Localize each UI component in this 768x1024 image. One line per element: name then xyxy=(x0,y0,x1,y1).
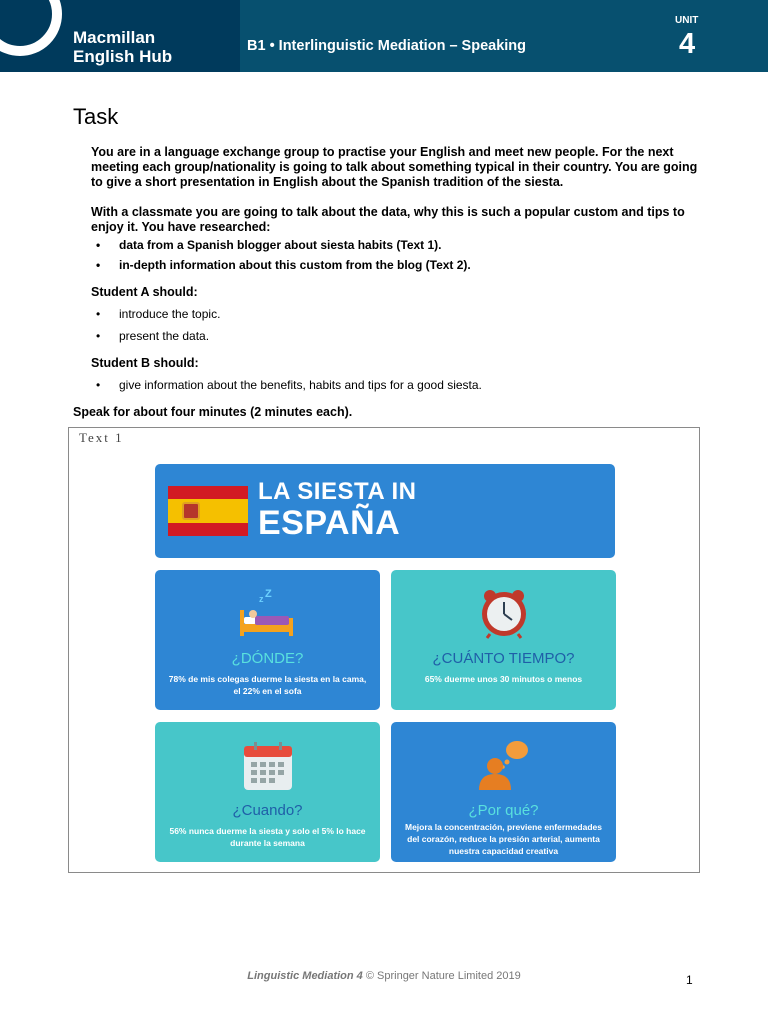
brand-name xyxy=(73,28,172,66)
student-b-list xyxy=(91,376,691,396)
infographic-card-when xyxy=(155,722,380,862)
footer-copyright: © Springer Nature Limited 2019 xyxy=(362,970,521,982)
infographic-banner xyxy=(155,464,615,558)
infographic-card-where xyxy=(155,570,380,710)
card-title: ¿Cuando? xyxy=(232,802,303,819)
text-1-label: Text 1 xyxy=(79,430,124,445)
page-header xyxy=(0,0,768,72)
spain-flag-icon xyxy=(168,486,248,536)
card-title: ¿CUÁNTO TIEMPO? xyxy=(432,650,575,667)
student-a-heading: Student A should: xyxy=(91,285,198,299)
card-text: 56% nunca duerme la siesta y solo el 5% lo hace durante la semana xyxy=(169,826,366,848)
list-item: • introduce the topic. xyxy=(96,307,221,321)
banner-title-line-2: ESPAÑA xyxy=(258,504,401,542)
list-item: • present the data. xyxy=(96,329,210,343)
list-item: • give information about the benefits, habits and tips for a good siesta. xyxy=(96,378,482,392)
bed-icon xyxy=(155,588,380,640)
research-list xyxy=(91,236,691,276)
alarm-clock-icon xyxy=(391,588,616,640)
research-intro: With a classmate you are going to talk about the data, why this is such a popular custom and tips to enjoy it. You have researched: xyxy=(91,205,685,234)
task-intro: You are in a language exchange group to practise your English and meet new people. For the next meeting each group/nationality is going to talk about something typical in their country. You are going to give a short presentation in English about the Spanish tradition of the siesta. xyxy=(91,145,698,189)
svg-text:z: z xyxy=(259,594,264,604)
list-item: • data from a Spanish blogger about siesta habits (Text 1). xyxy=(96,238,442,252)
list-item: • in-depth information about this custom from the blog (Text 2). xyxy=(96,258,471,272)
card-text: 78% de mis colegas duerme la siesta en la cama, el 22% en el sofa xyxy=(168,674,367,696)
banner-title-line-1: LA SIESTA IN xyxy=(258,478,417,505)
page-footer xyxy=(0,970,768,982)
page-title: Task xyxy=(73,104,119,129)
brand-line-1: Macmillan xyxy=(73,28,156,47)
card-title: ¿Por qué? xyxy=(468,802,539,819)
thinking-person-icon xyxy=(391,740,616,792)
footer-title: Linguistic Mediation 4 xyxy=(247,970,363,982)
unit-number: 4 xyxy=(679,28,696,60)
student-b-heading: Student B should: xyxy=(91,356,199,370)
course-title: B1 • Interlinguistic Mediation – Speaking xyxy=(247,38,527,54)
speak-instruction: Speak for about four minutes (2 minutes each). xyxy=(73,405,353,419)
infographic-card-why xyxy=(391,722,616,862)
brand-panel xyxy=(0,0,240,72)
student-a-list xyxy=(91,305,691,347)
calendar-icon xyxy=(155,740,380,792)
page-number: 1 xyxy=(686,973,693,987)
infographic-card-how-long xyxy=(391,570,616,710)
brand-line-2: English Hub xyxy=(73,47,173,66)
unit-label: UNIT xyxy=(675,15,699,26)
card-text: Mejora la concentración, previene enfermedades del corazón, reduce la presión arterial, aumenta nuestra capacidad creativa xyxy=(405,822,602,856)
card-text: 65% duerme unos 30 minutos o menos xyxy=(424,674,583,684)
card-title: ¿DÓNDE? xyxy=(231,650,304,667)
logo-circle-icon xyxy=(0,0,62,56)
svg-text:Z: Z xyxy=(265,588,272,600)
